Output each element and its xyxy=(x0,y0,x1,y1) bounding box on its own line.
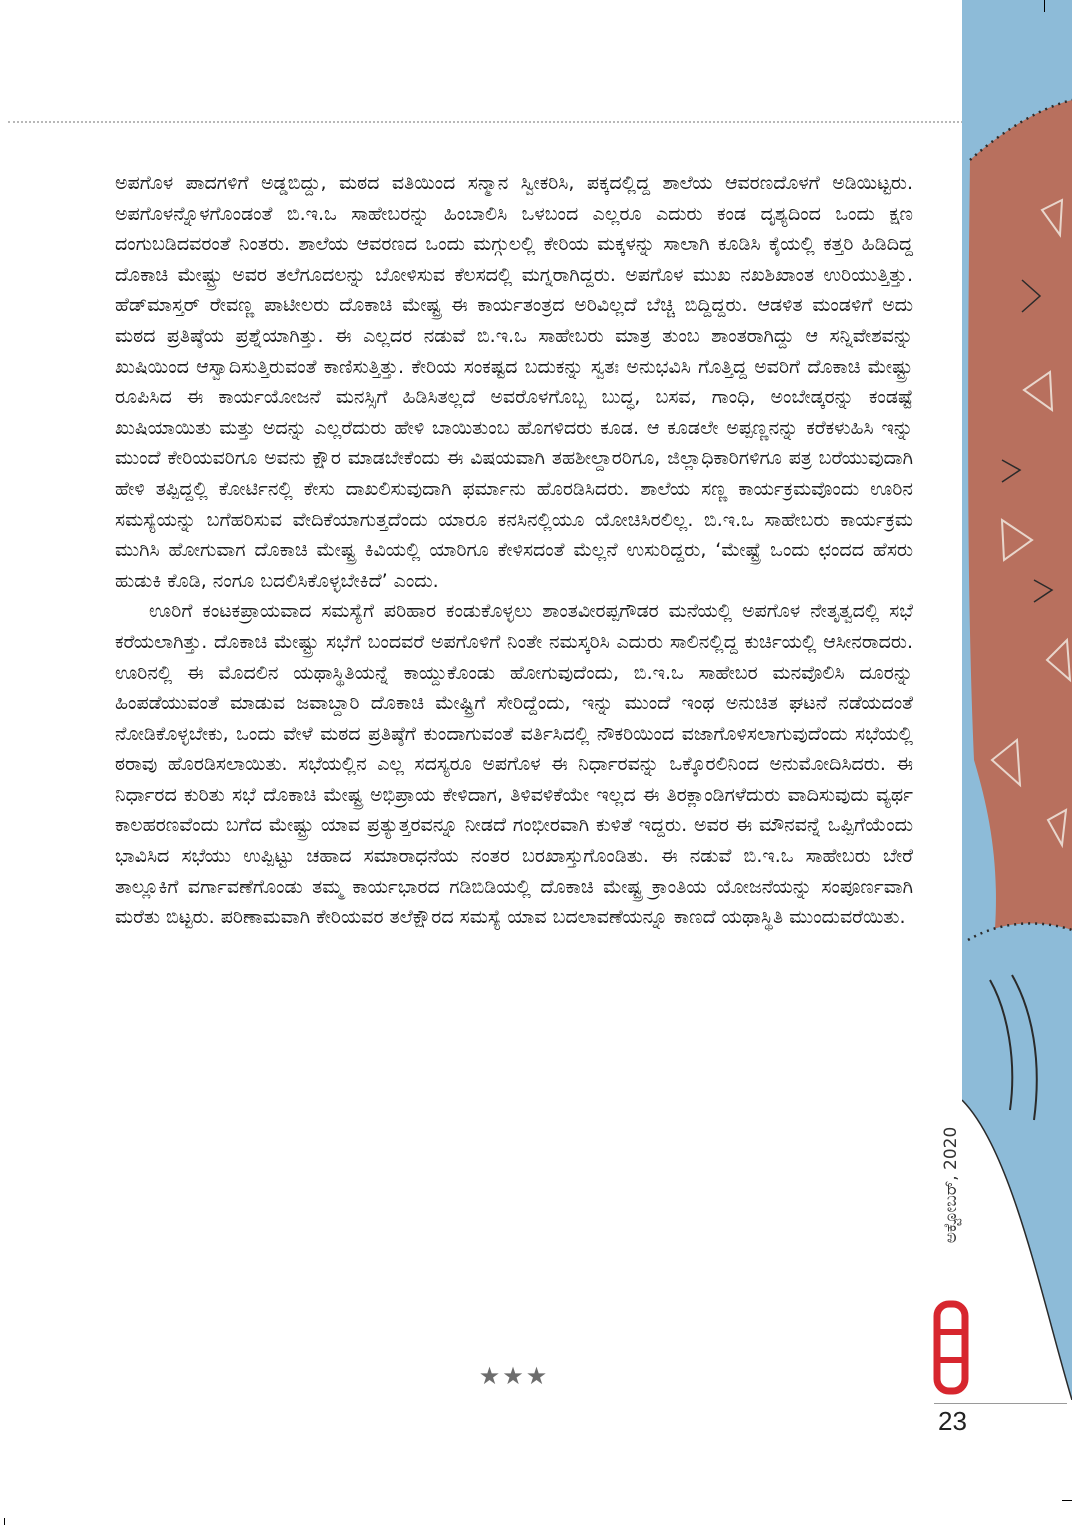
article-body xyxy=(115,168,913,933)
magazine-logo xyxy=(931,1300,971,1395)
top-dotted-rule xyxy=(8,121,963,123)
crop-mark-left xyxy=(4,1518,5,1525)
issue-date xyxy=(929,1080,973,1290)
mayura-logo-icon xyxy=(931,1300,971,1395)
page-number-rule xyxy=(934,1403,1067,1404)
section-end-stars: ★★★ xyxy=(478,1362,550,1390)
paragraph-1: ಅಪಗೊಳ ಪಾದಗಳಿಗೆ ಅಡ್ಡಬಿದ್ದು, ಮಠದ ವತಿಯಿಂದ ಸನ್ಮಾನ ಸ್ವೀಕರಿಸಿ, ಪಕ್ಕದಲ್ಲಿದ್ದ ಶಾಲೆಯ ಆವರಣದೊಳಗೆ ಅಡಿಯಿಟ್ಟರು. ಅಪಗೊಳನ್ನೊಳಗೊಂಡಂತೆ ಬಿ.ಇ.ಒ ಸಾಹೇಬರನ್ನು ಹಿಂಬಾಲಿಸಿ ಒಳಬಂದ ಎಲ್ಲರೂ ಎದುರು ಕಂಡ ದೃಶ್ಯದಿಂದ ಒಂದು ಕ್ಷಣ ದಂಗುಬಡಿದವರಂತೆ ನಿಂತರು. ಶಾಲೆಯ ಆವರಣದ ಒಂದು ಮಗ್ಗುಲಲ್ಲಿ ಕೇರಿಯ ಮಕ್ಕಳನ್ನು ಸಾಲಾಗಿ ಕೂಡಿಸಿ ಕೈಯಲ್ಲಿ ಕತ್ತರಿ ಹಿಡಿದಿದ್ದ ದೊಕಾಚಿ ಮೇಷ್ಟ್ರು ಅವರ ತಲೆಗೂದಲನ್ನು ಬೋಳಿಸುವ ಕೆಲಸದಲ್ಲಿ ಮಗ್ನರಾಗಿದ್ದರು. ಅಪಗೊಳ ಮುಖ ನಖಶಿಖಾಂತ ಉರಿಯುತ್ತಿತ್ತು. ಹೆಡ್‌ಮಾಸ್ತರ್ ರೇವಣ್ಣ ಪಾಟೀಲರು ದೊಕಾಚಿ ಮೇಷ್ಟ್ರ ಈ ಕಾರ್ಯತಂತ್ರದ ಅರಿವಿಲ್ಲದೆ ಬೆಚ್ಚಿ ಬಿದ್ದಿದ್ದರು. ಆಡಳಿತ ಮಂಡಳಿಗೆ ಅದು ಮಠದ ಪ್ರತಿಷ್ಠೆಯ ಪ್ರಶ್ನೆಯಾಗಿತ್ತು. ಈ ಎಲ್ಲದರ ನಡುವೆ ಬಿ.ಇ.ಒ ಸಾಹೇಬರು ಮಾತ್ರ ತುಂಬ ಶಾಂತರಾಗಿದ್ದು ಆ ಸನ್ನಿವೇಶವನ್ನು ಖುಷಿಯಿಂದ ಆಸ್ವಾದಿಸುತ್ತಿರುವಂತೆ ಕಾಣಿಸುತ್ತಿತ್ತು. ಕೇರಿಯ ಸಂಕಷ್ಟದ ಬದುಕನ್ನು ಸ್ವತಃ ಅನುಭವಿಸಿ ಗೊತ್ತಿದ್ದ ಅವರಿಗೆ ದೊಕಾಚಿ ಮೇಷ್ಟ್ರು ರೂಪಿಸಿದ ಈ ಕಾರ್ಯಯೋಜನೆ ಮನಸ್ಸಿಗೆ ಹಿಡಿಸಿತಲ್ಲದೆ ಅವರೊಳಗೊಬ್ಬ ಬುದ್ಧ, ಬಸವ, ಗಾಂಧಿ, ಅಂಬೇಡ್ಕರನ್ನು ಕಂಡಷ್ಟೆ ಖುಷಿಯಾಯಿತು ಮತ್ತು ಅದನ್ನು ಎಲ್ಲರೆದುರು ಹೇಳಿ ಬಾಯಿತುಂಬ ಹೊಗಳಿದರು ಕೂಡ. ಆ ಕೂಡಲೇ ಅಪ್ಪಣ್ಣನನ್ನು ಕರೆಕಳುಹಿಸಿ ಇನ್ನು ಮುಂದೆ ಕೇರಿಯವರಿಗೂ ಅವನು ಕ್ಷೌರ ಮಾಡಬೇಕೆಂದು ಈ ವಿಷಯವಾಗಿ ತಹಶೀಲ್ದಾರರಿಗೂ, ಜಿಲ್ಲಾಧಿಕಾರಿಗಳಿಗೂ ಪತ್ರ ಬರೆಯುವುದಾಗಿ ಹೇಳಿ ತಪ್ಪಿದ್ದಲ್ಲಿ ಕೋರ್ಟಿನಲ್ಲಿ ಕೇಸು ದಾಖಲಿಸುವುದಾಗಿ ಫರ್ಮಾನು ಹೊರಡಿಸಿದರು. ಶಾಲೆಯ ಸಣ್ಣ ಕಾರ್ಯಕ್ರಮವೊಂದು ಊರಿನ ಸಮಸ್ಯೆಯನ್ನು ಬಗೆಹರಿಸುವ ವೇದಿಕೆಯಾಗುತ್ತದೆಂದು ಯಾರೂ ಕನಸಿನಲ್ಲಿಯೂ ಯೋಚಿಸಿರಲಿಲ್ಲ. ಬಿ.ಇ.ಒ ಸಾಹೇಬರು ಕಾರ್ಯಕ್ರಮ ಮುಗಿಸಿ ಹೋಗುವಾಗ ದೊಕಾಚಿ ಮೇಷ್ಟ್ರ ಕಿವಿಯಲ್ಲಿ ಯಾರಿಗೂ ಕೇಳಿಸದಂತೆ ಮೆಲ್ಲನೆ ಉಸುರಿದ್ದರು, ‘ಮೇಷ್ಟ್ರೆ ಒಂದು ಛಂದದ ಹೆಸರು ಹುಡುಕಿ ಕೊಡಿ, ನಂಗೂ ಬದಲಿಸಿಕೊಳ್ಳಬೇಕಿದೆ’ ಎಂದು. xyxy=(115,172,913,592)
crop-mark-top-right xyxy=(1044,0,1045,12)
issue-date-text: ಅಕ್ಟೋಬರ್, 2020 xyxy=(941,1126,961,1244)
paragraph-2: ಊರಿಗೆ ಕಂಟಕಪ್ರಾಯವಾದ ಸಮಸ್ಯೆಗೆ ಪರಿಹಾರ ಕಂಡುಕೊಳ್ಳಲು ಶಾಂತವೀರಪ್ಪಗೌಡರ ಮನೆಯಲ್ಲಿ ಅಪಗೊಳ ನೇತೃತ್ವದಲ್ಲಿ ಸಭೆ ಕರೆಯಲಾಗಿತ್ತು. ದೊಕಾಚಿ ಮೇಷ್ಟ್ರು ಸಭೆಗೆ ಬಂದವರೆ ಅಪಗೊಳಿಗೆ ನಿಂತೇ ನಮಸ್ಕರಿಸಿ ಎದುರು ಸಾಲಿನಲ್ಲಿದ್ದ ಕುರ್ಚಿಯಲ್ಲಿ ಆಸೀನರಾದರು. ಊರಿನಲ್ಲಿ ಈ ಮೊದಲಿನ ಯಥಾಸ್ಥಿತಿಯನ್ನೆ ಕಾಯ್ದುಕೊಂಡು ಹೋಗುವುದೆಂದು, ಬಿ.ಇ.ಒ ಸಾಹೇಬರ ಮನವೊಲಿಸಿ ದೂರನ್ನು ಹಿಂಪಡೆಯುವಂತೆ ಮಾಡುವ ಜವಾಬ್ದಾರಿ ದೊಕಾಚಿ ಮೇಷ್ಟ್ರಿಗೆ ಸೇರಿದ್ದೆಂದು, ಇನ್ನು ಮುಂದೆ ಇಂಥ ಅನುಚಿತ ಘಟನೆ ನಡೆಯದಂತೆ ನೋಡಿಕೊಳ್ಳಬೇಕು, ಒಂದು ವೇಳೆ ಮಠದ ಪ್ರತಿಷ್ಠೆಗೆ ಕುಂದಾಗುವಂತೆ ವರ್ತಿಸಿದಲ್ಲಿ ನೌಕರಿಯಿಂದ ವಜಾಗೊಳಿಸಲಾಗುವುದೆಂದು ಸಭೆಯಲ್ಲಿ ಠರಾವು ಹೊರಡಿಸಲಾಯಿತು. ಸಭೆಯಲ್ಲಿನ ಎಲ್ಲ ಸದಸ್ಯರೂ ಅಪಗೊಳ ಈ ನಿರ್ಧಾರವನ್ನು ಒಕ್ಕೊರಲಿನಿಂದ ಅನುಮೋದಿಸಿದರು. ಈ ನಿರ್ಧಾರದ ಕುರಿತು ಸಭೆ ದೊಕಾಚಿ ಮೇಷ್ಟ್ರ ಅಭಿಪ್ರಾಯ ಕೇಳಿದಾಗ, ತಿಳಿವಳಿಕೆಯೇ ಇಲ್ಲದ ಈ ತಿರಕ್ಲಾಂಡಿಗಳೆದುರು ವಾದಿಸುವುದು ವ್ಯರ್ಥ ಕಾಲಹರಣವೆಂದು ಬಗೆದ ಮೇಷ್ಟ್ರು ಯಾವ ಪ್ರತ್ಯುತ್ತರವನ್ನೂ ನೀಡದೆ ಗಂಭೀರವಾಗಿ ಕುಳಿತೆ ಇದ್ದರು. ಅವರ ಈ ಮೌನವನ್ನೆ ಒಪ್ಪಿಗೆಯೆಂದು ಭಾವಿಸಿದ ಸಭೆಯು ಉಪ್ಪಿಟ್ಟು ಚಹಾದ ಸಮಾರಾಧನೆಯ ನಂತರ ಬರಖಾಸ್ತುಗೊಂಡಿತು. ಈ ನಡುವೆ ಬಿ.ಇ.ಒ ಸಾಹೇಬರು ಬೇರೆ ತಾಲ್ಲೂಕಿಗೆ ವರ್ಗಾವಣೆಗೊಂಡು ತಮ್ಮ ಕಾರ್ಯಭಾರದ ಗಡಿಬಿಡಿಯಲ್ಲಿ ದೊಕಾಚಿ ಮೇಷ್ಟ್ರ ಕ್ರಾಂತಿಯ ಯೋಜನೆಯನ್ನು ಸಂಪೂರ್ಣವಾಗಿ ಮರೆತು ಬಿಟ್ಟರು. ಪರಿಣಾಮವಾಗಿ ಕೇರಿಯವರ ತಲೆಕ್ಷೌರದ ಸಮಸ್ಯೆ ಯಾವ ಬದಲಾವಣೆಯನ್ನೂ ಕಾಣದೆ ಯಥಾಸ್ಥಿತಿ ಮುಂದುವರೆಯಿತು. xyxy=(115,600,913,929)
crop-mark-bottom-right xyxy=(1062,1500,1072,1501)
decorative-side-illustration xyxy=(962,0,1072,1400)
page-number: 23 xyxy=(938,1406,967,1436)
